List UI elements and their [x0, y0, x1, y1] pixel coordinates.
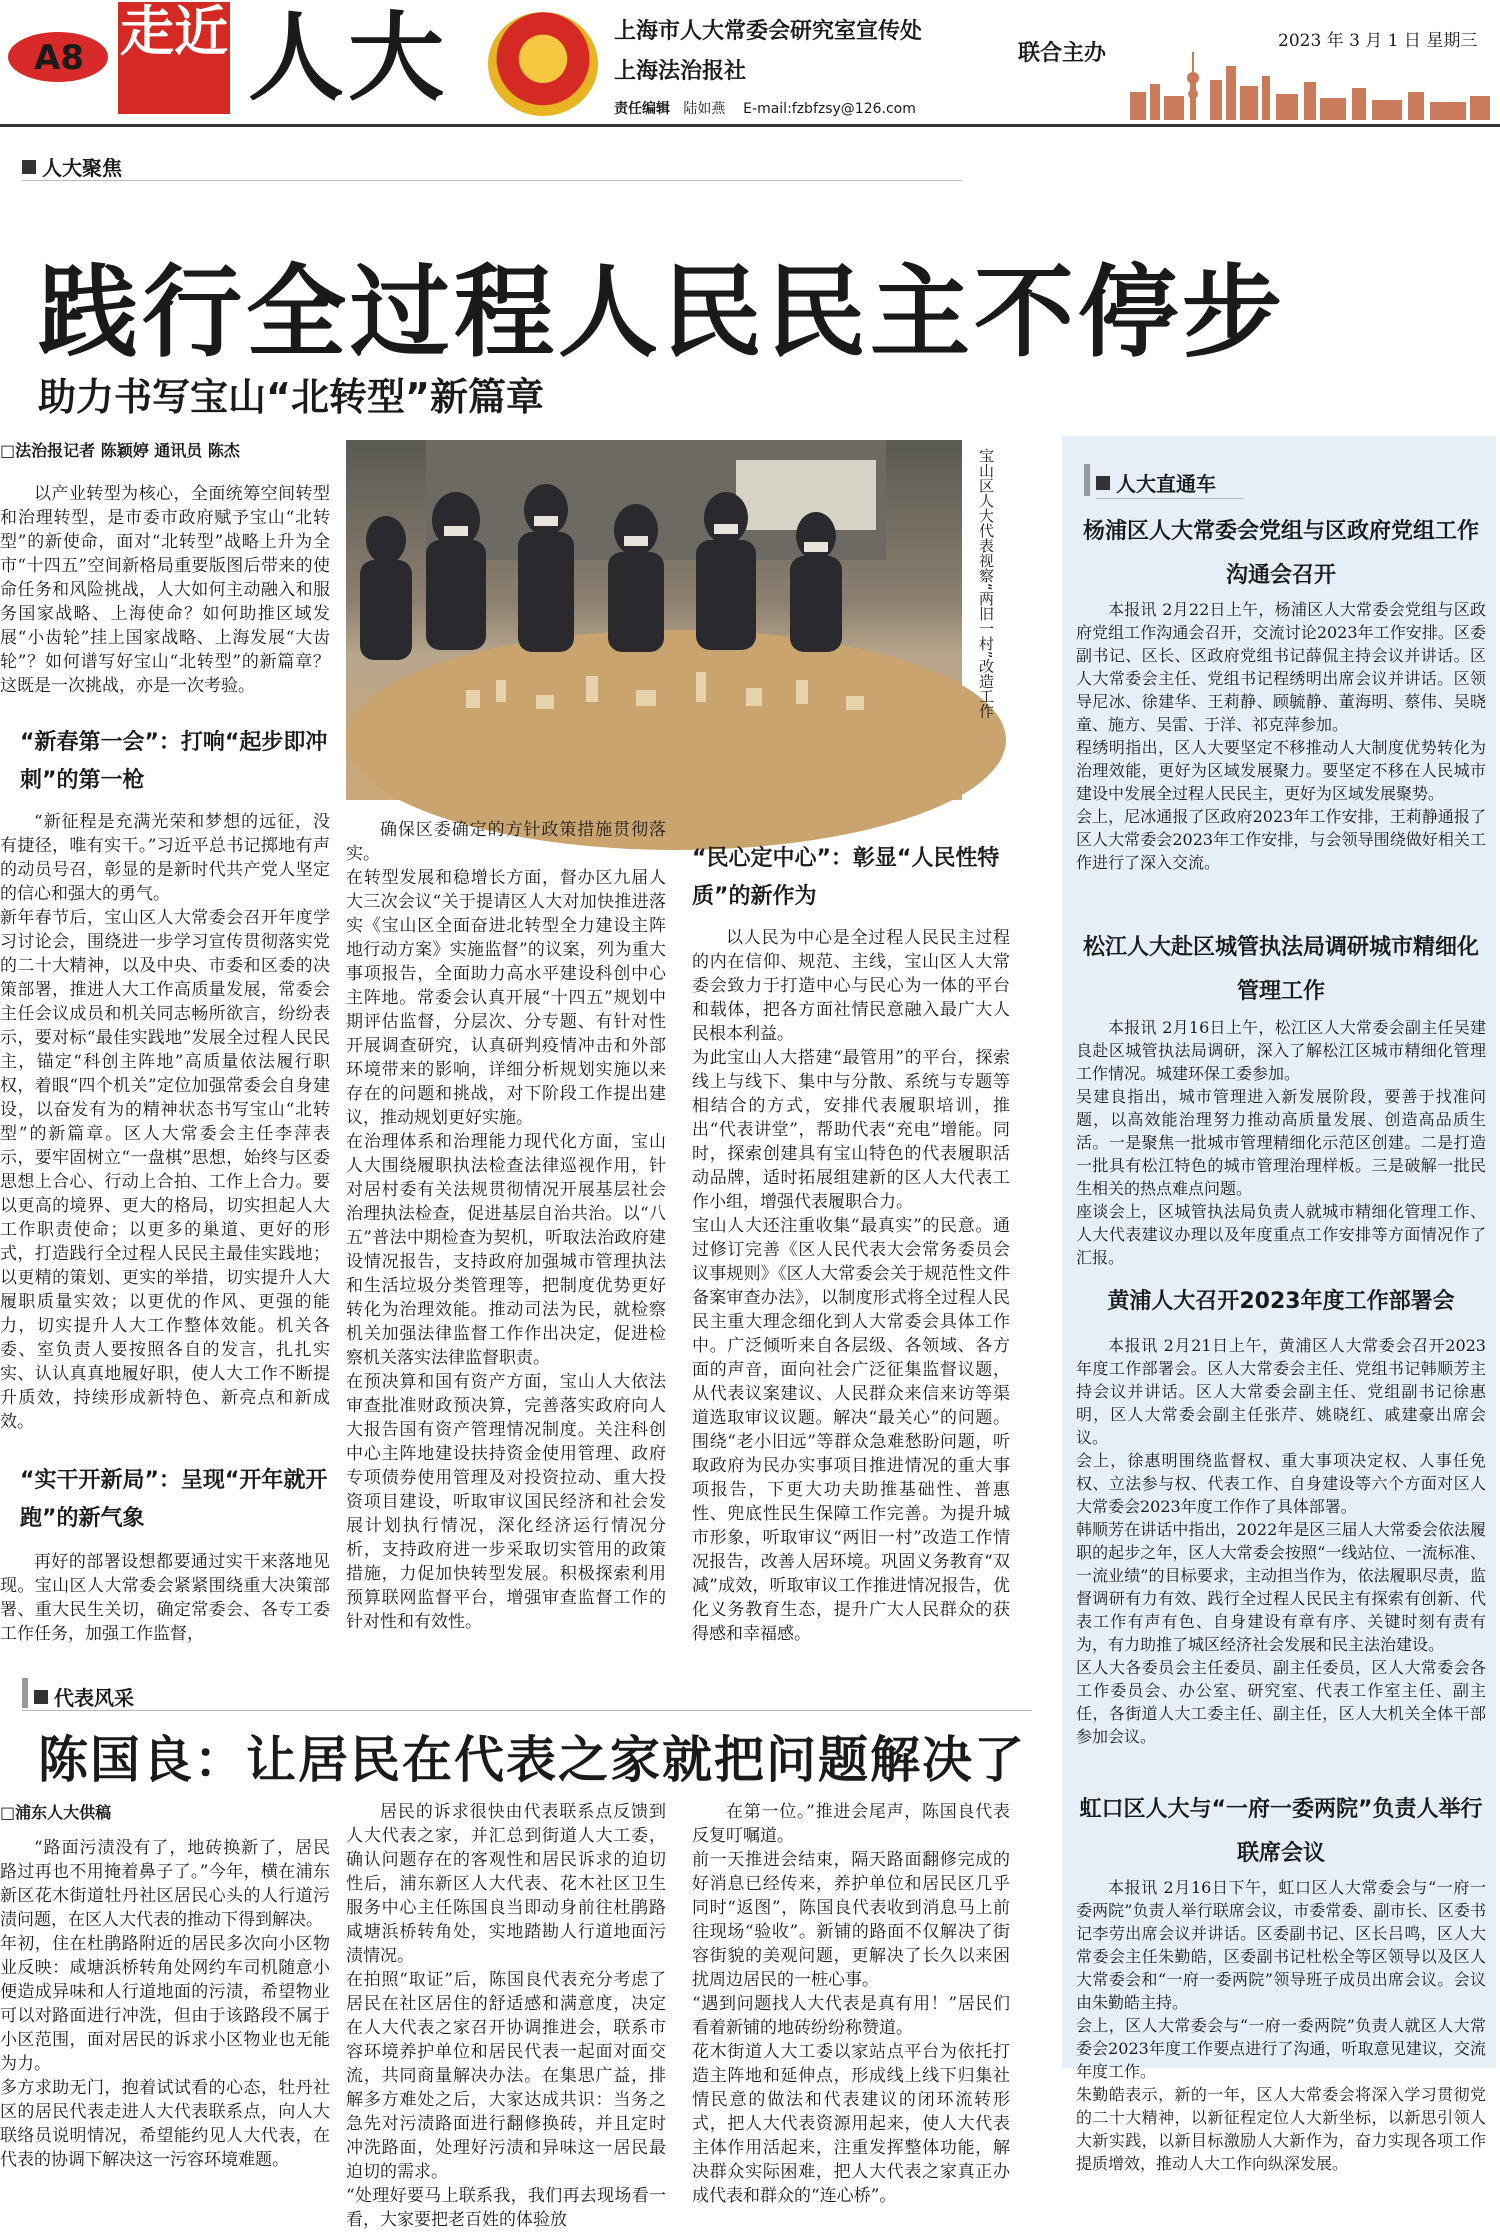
feature-col1: “路面污渍没有了，地砖换新了，居民路过再也不用掩着鼻子了。”今年，横在浦东新区花木街道牡丹社区居民心头的人行道污渍问题，在区人大代表的推动下得到解决。 年初，住在杜鹃路附近的居民多次向小区物业反映：咸塘浜桥转角处网约车司机随意小便造成异味和人行道地面的污渍，希望物业可以对路面进行冲洗，但由于该路段不属于小区范围，面对居民的诉求小区物业也无能为力。 多方求助无门，抱着试试看的心态，牡丹社区的居民代表走进人大代表联系点，向人大联络员说明情况，希望能约见人大代表，在代表的协调下解决这一污容环境难题。 — [0, 1838, 330, 2170]
subtitle-2: “实干开新局”：呈现“开年就开跑”的新气象 — [20, 1468, 328, 1531]
square-bullet-icon — [22, 160, 36, 174]
sidebar-item-title-1: 杨浦区人大常委会党组与区政府党组工作沟通会召开 — [1082, 519, 1479, 588]
feature-section-label: 代表风采 — [54, 1686, 134, 1710]
feature-byline: □浦东人大供稿 — [0, 1803, 112, 1822]
sidebar-item-body-1: 本报讯 2月22日上午，杨浦区人大常委会党组与区政府党组工作沟通会召开，交流讨论2023年工作安排。区委副书记、区长、区政府党组书记薛侃主持会议并讲话。区人大常委会主任、党组书记程绣明出席会议并讲话。区领导尼冰、徐建华、王莉静、顾毓静、董海明、蔡伟、吴晓童、施方、吴雷、于洋、祁克萍参加。 程绣明指出，区人大要坚定不移推动人大制度优势转化为治理效能，更好为区域发展聚力。要坚定不移在人民城市建设中发展全过程人民民主，更好为区域发展聚势。 会上，尼冰通报了区政府2023年工作安排，王莉静通报了区人大常委会2023年工作安排，与会领导围绕做好相关工作进行了深入交流。 — [1076, 600, 1486, 872]
col1-body-a: “新征程是充满光荣和梦想的远征，没有捷径，唯有实干。”习近平总书记掷地有声的动员号召，彰显的是新时代共产党人坚定的信心和强大的勇气。 新年春节后，宝山区人大常委会召开年度学习讨论会，围绕进一步学习宣传贯彻落实党的二十大精神，以及中央、市委和区委的决策部署，推进人大工作高质量发展，常委会主任会议成员和机关同志畅所欲言，纷纷表示，要对标“最佳实践地”发展全过程人民民主，锚定“科创主阵地”高质量依法履行职权，着眼“四个机关”定位加强常委会自身建设，以奋发有为的精神状态书写宝山“北转型”的新篇章。区人大常委会主任李萍表示，要牢固树立“一盘棋”思想，始终与区委思想上合心、行动上合拍、工作上合力。要以更高的境界、更大的格局，切实担起人大工作职责使命；以更多的巢道、更好的形式，打造践行全过程人民民主最佳实践地；以更精的策划、更实的举措，切实提升人大履职质量实效；以更优的作风、更强的能力，切实提升人大工作整体效能。机关各委、室负责人要按照各自的发言，扎扎实实、认认真真地履好职，使人大工作不断提升质效，持续形成新特色、新亮点和新成效。 — [0, 812, 330, 1432]
headline: 践行全过程人民民主不停步 — [38, 254, 1286, 371]
square-bullet-icon — [1096, 476, 1110, 490]
col1-body-b: 再好的部署设想都要通过实干来落地见现。宝山区人大常委会紧紧围绕重大决策部署、重大民生关切，确定常委会、各专工委工作任务，加强工作监督， — [0, 1552, 330, 1644]
feature-col2: 居民的诉求很快由代表联系点反馈到人大代表之家，并汇总到街道人大工委，确认问题存在的客观性和居民诉求的迫切性后，浦东新区人大代表、花木社区卫生服务中心主任陈国良当即动身前往杜鹃路咸塘浜桥转角处，实地踏勘人行道地面污渍情况。 在拍照“取证”后，陈国良代表充分考虑了居民在社区居住的舒适感和满意度，决定在人大代表之家召开协调推进会，联系市容环境养护单位和居民代表一起面对面交流，共同商量解决办法。在集思广益，排解多方难处之后，大家达成共识：当务之急先对污渍路面进行翻修换砖，并且定时冲洗路面，处理好污渍和异味这一居民最迫切的需求。 “处理好要马上联系我，我们再去现场看一看，大家要把老百姓的体验放 — [346, 1802, 666, 2230]
lead-photo — [346, 440, 962, 800]
editor-line — [614, 98, 916, 118]
issue-date: 2023 年 3 月 1 日 星期三 — [1278, 31, 1478, 51]
shanghai-skyline-icon — [1120, 50, 1500, 120]
col3-body: 以人民为中心是全过程人民民主过程的内在信仰、规范、主线，宝山区人大常委会致力于打造中心与民心为一体的平台和载体，把各方面社情民意融入最广大人民根本利益。 为此宝山人大搭建“最管用”的平台，探索线上与线下、集中与分散、系统与专题等相结合的方式，安排代表履职培训，推出“代表讲堂”，帮助代表“充电”增能。同时，探索创建具有宝山特色的代表履职活动品牌，适时拓展组建新的区人大代表工作小组，增强代表履职合力。 宝山人大还注重收集“最真实”的民意。通过修订完善《区人民代表大会常务委员会议事规则》《区人大常委会关于规范性文件备案审查办法》，以制度形式将全过程人民民主重大理念细化到人大常委会具体工作中。广泛倾听来自各层级、各领域、各方面的声音，面向社会广泛征集监督议题，从代表议案建议、人民群众来信来访等渠道选取审议议题。解决“最关心”的问题。围绕“老小旧远”等群众急难愁盼问题，听取政府为民办实事项目推进情况的重大事项报告，下更大功夫助推基础性、普惠性、兜底性民生保障工作完善。为提升城市形象，听取审议“两旧一村”改造工作情况报告，改善人居环境。巩固义务教育“双减”成效，听取审议工作推进情况报告，优化义务教育生态，提升广大人民群众的获得感和幸福感。 — [692, 928, 1010, 1644]
byline: □法治报记者 陈颖婷 通讯员 陈杰 — [0, 441, 240, 460]
column-name-main: 人大 — [248, 2, 448, 114]
page-number: A8 — [34, 38, 84, 78]
photo-illustration — [346, 440, 962, 800]
subtitle-1: “新春第一会”：打响“起步即冲刺”的第一枪 — [20, 730, 328, 793]
section-divider — [22, 180, 962, 181]
sidebar-item-body-4: 本报讯 2月16日下午，虹口区人大常委会与“一府一委两院”负责人举行联席会议，市委常委、副市长、区委书记李劳出席会议并讲话。区委副书记、区长吕鸣，区人大常委会主任朱勤皓，区委副书记杜松全等区领导以及区人大常委会和“一府一委两院”领导班子成员出席会议。会议由朱勤皓主持。 会上，区人大常委会与“一府一委两院”负责人就区人大常委会2023年度工作要点进行了沟通，听取意见建议，交流年度工作。 朱勤皓表示，新的一年，区人大常委会将深入学习贯彻党的二十大精神，以新征程定位人大新坐标，以新思引领人大新实践，以新目标激励人大新作为，奋力实现各项工作提质增效，推动人大工作向纵深发展。 — [1076, 1878, 1486, 2173]
feature-headline: 陈国良：让居民在代表之家就把问题解决了 — [38, 1731, 1026, 1789]
section-tag-focus — [22, 152, 122, 181]
sidebar-section-tag — [1096, 468, 1216, 497]
feature-col3: 在第一位。”推进会尾声，陈国良代表反复叮嘱道。 前一天推进会结束，隔天路面翻修完成的好消息已经传来，养护单位和居民区几乎同时“返图”，陈国良代表收到消息马上前往现场“验收”。新铺的路面不仅解决了街容街貌的美观问题，更解决了长久以来困扰周边居民的一桩心事。 “遇到问题找人大代表是真有用！”居民们看着新铺的地砖纷纷称赞道。 花木街道人大工委以家站点平台为依托打造主阵地和延伸点，形成线上线下归集社情民意的做法和代表建议的闭环流转形式，把人大代表资源用起来，使人大代表主体作用活起来，注重发挥整体功能，解决群众实际困难，把人大代表之家真正办成代表和群众的“连心桥”。 — [692, 1802, 1010, 2206]
photo-caption: 宝山区人大代表视察“两旧一村”改造工作 — [977, 448, 995, 719]
section-tag-label: 人大聚焦 — [42, 156, 122, 180]
sidebar-item-title-3: 黄浦人大召开2023年度工作部署会 — [1107, 1289, 1455, 1314]
sidebar-item-body-3: 本报讯 2月21日上午，黄浦区人大常委会召开2023年度工作部署会。区人大常委会主任、党组书记韩顺芳主持会议并讲话。区人大常委会副主任、党组副书记徐惠明，区人大常委会副主任张芹、姚晓红、戚建豪出席会议。 会上，徐惠明围绕监督权、重大事项决定权、人事任免权、立法参与权、代表工作、自身建设等六个方面对区人大常委会2023年度工作作了具体部署。 韩顺芳在讲话中指出，2022年是区三届人大常委会依法履职的起步之年，区人大常委会按照“一线站位、一流标准、一流业绩”的目标要求，主动担当作为，依法履职尽责，监督调研有力有效、践行全过程人民民主有探索有创新、代表工作有声有色、自身建设有章有序、关键时刻有责有为，有力助推了城区经济社会发展和民主法治建设。 区人大各委员会主任委员、副主任委员，区人大常委会各工作委员会、办公室、研究室、代表工作室主任、副主任，各街道人大工委主任、副主任，区人大机关全体干部参加会议。 — [1076, 1336, 1486, 1746]
sidebar-tag-underline — [1096, 498, 1244, 499]
feature-divider — [22, 1710, 1032, 1711]
sidebar-item-title-4: 虹口区人大与“一府一委两院”负责人举行联席会议 — [1079, 1797, 1483, 1866]
col2-body: 确保区委确定的方针政策措施贯彻落实。 在转型发展和稳增长方面，督办区九届人大三次会议“关于提请区人大对加快推进落实《宝山区全面奋进北转型全力建设主阵地行动方案》实施监督”的议案，列为重大事项报告，全面助力高水平建设科创中心主阵地。常委会认真开展“十四五”规划中期评估监督，分层次、分专题、有针对性开展调查研究，认真研判疫情冲击和外部环境带来的影响，详细分析规划实施以来存在的问题和挑战，对下阶段工作提出建议，推动规划更好实施。 在治理体系和治理能力现代化方面，宝山人大围绕履职执法检查法律巡视作用，针对居村委有关法规贯彻情况开展基层社会治理执法检查，促进基层自治共治。以“八五”普法中期检查为契机，听取法治政府建设情况报告，支持政府加强城市管理执法和生活垃圾分类管理等，把制度优势更好转化为治理效能。推动司法为民，就检察机关加强法律监督工作作出决定，促进检察机关落实法律监督职责。 在预决算和国有资产方面，宝山人大依法审查批准财政预决算，完善落实政府向人大报告国有资产管理情况制度。关注科创中心主阵地建设扶持资金使用管理、政府专项债券使用管理及对投资拉动、重大投资项目建设，听取审议国民经济和社会发展计划执行情况，深化经济运行情况分析，支持政府进一步采取切实管用的政策措施，力促加快转型发展。积极探索利用预算联网监督平台，增强审查监督工作的针对性和有效性。 — [346, 820, 666, 1632]
feature-tag-bar — [22, 1678, 28, 1708]
editor-email: E-mail:fzbfzsy@126.com — [743, 101, 916, 117]
masthead-rule — [0, 124, 1500, 127]
feature-section-tag — [34, 1682, 134, 1711]
column-name-top: 走近 — [118, 2, 230, 114]
square-bullet-icon — [34, 1690, 48, 1704]
subtitle-3: “民心定中心”：彰显“人民性特质”的新作为 — [692, 846, 1000, 909]
lead-intro: 以产业转型为核心，全面统筹空间转型和治理转型，是市委市政府赋予宝山“北转型”的新使命，面对“北转型”战略上升为全市“十四五”空间新格局重要版图后带来的使命任务和风险挑战，人大如何主动融入和服务国家战略、上海使命？如何助推区域发展“小齿轮”挂上国家战略、上海发展“大齿轮”？如何谱写好宝山“北转型”的新篇章？这既是一次挑战，亦是一次考验。 — [0, 484, 330, 696]
page-number-badge — [8, 20, 108, 100]
sidebar-item-title-2: 松江人大赴区城管执法局调研城市精细化管理工作 — [1082, 935, 1479, 1004]
editor-label: 责任编辑 — [614, 101, 670, 117]
subheadline: 助力书写宝山“北转型”新篇章 — [38, 375, 544, 419]
editor-name: 陆如燕 — [683, 101, 726, 117]
sidebar-item-body-2: 本报讯 2月16日上午，松江区人大常委会副主任吴建良赴区城管执法局调研，深入了解松江区城市精细化管理工作情况。城建环保工委参加。 吴建良指出，城市管理进入新发展阶段，要善于找准问题，以高效能治理努力推动高质量发展、创造高品质生活。一是聚焦一批城市管理精细化示范区创建。二是打造一批具有松江特色的城市管理治理样板。三是破解一批民生相关的热点难点问题。 座谈会上，区城管执法局负责人就城市精细化管理工作、人大代表建议办理以及年度重点工作安排等方面情况作了汇报。 — [1076, 1018, 1486, 1267]
publisher-1: 上海市人大常委会研究室宣传处 — [614, 19, 923, 44]
sidebar-section-label: 人大直通车 — [1116, 472, 1216, 496]
joint-sponsor: 联合主办 — [1018, 41, 1107, 66]
publisher-2: 上海法治报社 — [614, 59, 747, 84]
national-emblem-icon — [488, 12, 598, 116]
sidebar-tag-bar — [1084, 464, 1090, 496]
